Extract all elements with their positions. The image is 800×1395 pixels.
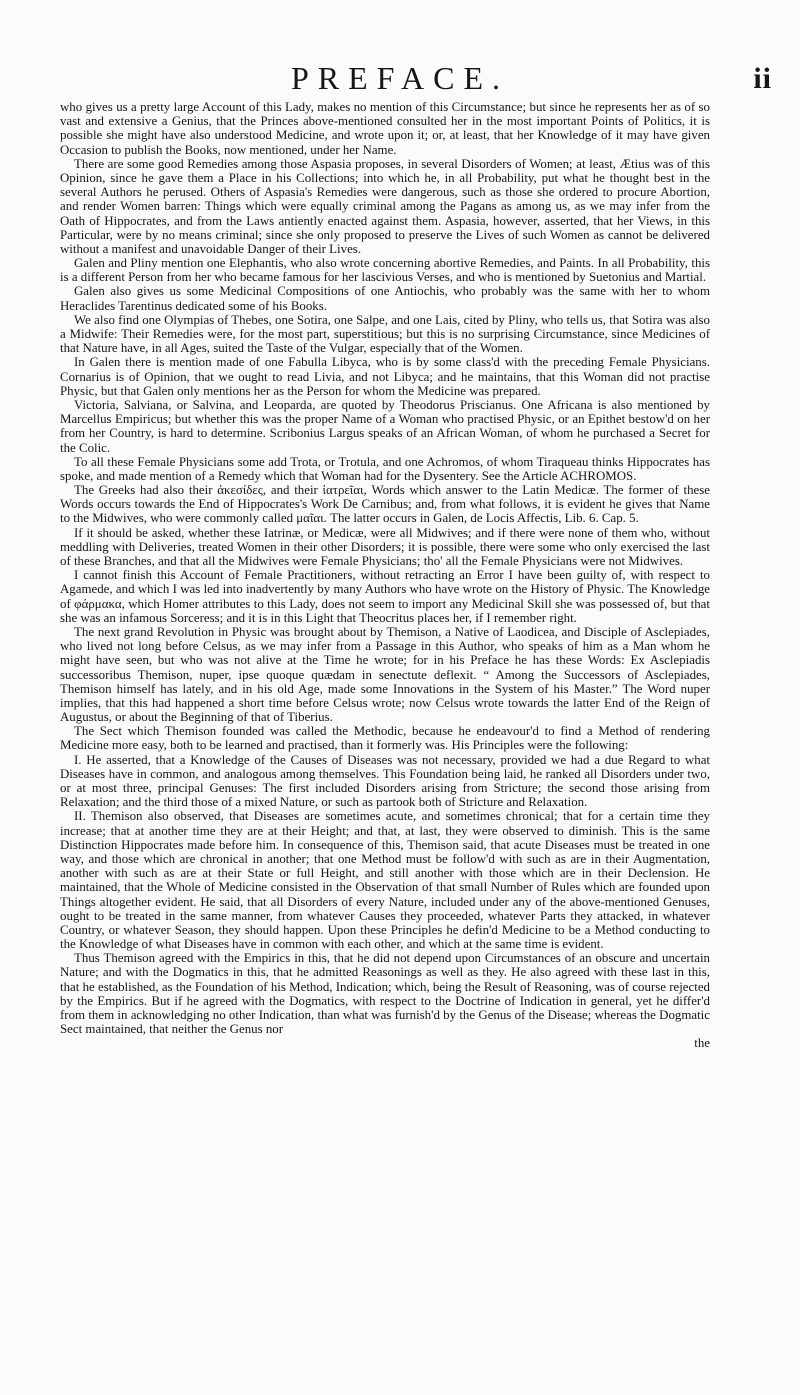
paragraph: II. Themison also observed, that Diseases are sometimes acute, and sometimes chronical; that for a certain time they increase; that at another time they are at their Height; and that, at last, they were observed to diminish. This is the same Distinction Hippocrates made before him. In consequence of this, Themison said, that acute Diseases must be treated in one way, and those which are chronical in another; that one Method must be follow'd with such as are in their Augmentation, another with such as are at their State or full Height, and still another with those which are in their Declension. He maintained, that the Whole of Medicine consisted in the Observation of that small Number of Rules which are founded upon Things altogether evident. He said, that all Disorders of every Nature, included under any of the above-mentioned Genuses, ought to be treated in the same manner, from whatever Causes they proceeded, whatever Parts they attacked, in whatever Country, or whatever Season, they should happen. Upon these Principles he defin'd Medicine to be a Method conducting to the Knowledge of what Diseases have in common with each other, and which at the same time is evident. xyxy=(60,809,710,952)
paragraph: The Sect which Themison founded was called the Methodic, because he endeavour'd to find a Method of rendering Medicine more easy, both to be learned and practised, than it formerly was. His Principles were the following: xyxy=(60,724,710,753)
paragraph: I. He asserted, that a Knowledge of the Causes of Diseases was not necessary, provided we had a due Regard to what Diseases have in common, and analogous among themselves. This Foundation being laid, he ranked all Disorders under two, or at most three, principal Genuses: The first included Disorders arising from Stricture; the second those arising from Relaxation; and the third those of a mixed Nature, or such as partook both of Stricture and Relaxation. xyxy=(60,752,710,810)
page-number: ii xyxy=(753,62,772,95)
body-text xyxy=(60,100,710,1051)
running-title: PREFACE. xyxy=(290,60,510,96)
paragraph: who gives us a pretty large Account of this Lady, makes no mention of this Circumstance; but since he represents her as of so vast and extensive a Genius, that the Princes above-mentioned consulted her in the most important Points of Politics, it is possible she might have also understood Medicine, and wrote upon it; or, at least, that her Knowledge of it may have given Occasion to publish the Books, now mentioned, under her Name. xyxy=(60,100,710,157)
paragraph: We also find one Olympias of Thebes, one Sotira, one Salpe, and one Lais, cited by Pliny, who tells us, that Sotira was also a Midwife: Their Remedies were, for the most part, superstitious; but this is no surprising Circumstance, since Medicines of that Nature have, in all Ages, suited the Taste of the Vulgar, especially that of the Women. xyxy=(60,312,710,356)
paragraph: To all these Female Physicians some add Trota, or Trotula, and one Achromos, of whom Tiraqueau thinks Hippocrates has spoke, and made mention of a Remedy which that Woman had for the Dysentery. See the Article ACHROMOS. xyxy=(60,454,710,483)
paragraph: The next grand Revolution in Physic was brought about by Themison, a Native of Laodicea, and Disciple of Asclepiades, who lived not long before Celsus, as we may infer from a Passage in this Author, who speaks of him as a Man whom he might have seen, but who was not alive at the Time he wrote; for in his Preface he has these Words: Ex Asclepiadis successoribus Themison, nuper, ipse quoque quædam in senectute deflexit. “ Among the Successors of Asclepiades, Themison himself has lately, and in his old Age, made some Innovations in the System of his Master.” The Word nuper implies, that this had happened a short time before Celsus wrote; now Celsus wrote towards the latter End of the Reign of Augustus, or about the Beginning of that of Tiberius. xyxy=(60,624,710,725)
paragraph: Galen and Pliny mention one Elephantis, who also wrote concerning abortive Remedies, and Paints. In all Probability, this is a different Person from her who became famous for her lascivious Verses, and who is mentioned by Suetonius and Martial. xyxy=(60,256,710,285)
paragraph: Victoria, Salviana, or Salvina, and Leoparda, are quoted by Theodorus Priscianus. One Africana is also mentioned by Marcellus Empiricus; but whether this was the proper Name of a Woman who practised Physic, or an Epithet bestow'd on her from her Country, is hard to determine. Scribonius Largus speaks of an African Woman, of whom he purchased a Secret for the Colic. xyxy=(60,397,710,455)
paragraph: I cannot finish this Account of Female Practitioners, without retracting an Error I have been guilty of, with respect to Agamede, and which I was led into inadvertently by many Authors who have wrote on the History of Physic. The Knowledge of φάρμακα, which Homer attributes to this Lady, does not seem to import any Medicinal Skill she was possessed of, but that she was an infamous Sorceress; and it is in this Light that Theocritus places her, if I remember right. xyxy=(60,568,710,625)
page-header xyxy=(0,60,800,100)
catchword: the xyxy=(694,1036,710,1051)
paragraph: There are some good Remedies among those Aspasia proposes, in several Disorders of Women; at least, Ætius was of this Opinion, since he gave them a Place in his Collections; into which he, in all Probability, put what he thought best in the several Authors he perused. Others of Aspasia's Remedies were dangerous, such as those she ordered to procure Abortion, and render Women barren: Things which were equally criminal among the Pagans as among us, as we may infer from the Oath of Hippocrates, and from the Laws antiently enacted against them. Aspasia, however, asserted, that her Views, in this Particular, were by no means criminal; since she only proposed to preserve the Lives of such Women as cannot be delivered without a manifest and unavoidable Danger of their Lives. xyxy=(60,156,710,256)
paragraph: In Galen there is mention made of one Fabulla Libyca, who is by some class'd with the preceding Female Physicians. Cornarius is of Opinion, that we ought to read Livia, and not Libyca; and he maintains, that this Woman did not practise Physic, but that Galen only mentions her as the Person for whom the Medicine was prepared. xyxy=(60,355,710,398)
paragraph: Thus Themison agreed with the Empirics in this, that he did not depend upon Circumstances of an obscure and uncertain Nature; and with the Dogmatics in this, that he admitted Reasonings as well as they. He also agreed with these last in this, that he established, as the Foundation of his Method, Indication; which, being the Result of Reasoning, was of course rejected by the Empirics. But if he agreed with the Dogmatics, with respect to the Doctrine of Indication in general, yet he differ'd from them in acknowledging no other Indication, than what was furnish'd by the Genus of the Disease; whereas the Dogmatic Sect maintained, that neither the Genus nor xyxy=(60,951,710,1037)
paragraph: The Greeks had also their ἀκεσίδες, and their ἰατρεῖαι, Words which answer to the Latin Medicæ. The former of these Words occurs towards the End of Hippocrates's Work De Carnibus; and, from what follows, it is evident he gives that Name to the Midwives, who were commonly called μαῖαι. The latter occurs in Galen, de Locis Affectis, Lib. 6. Cap. 5. xyxy=(60,483,710,526)
paragraph: If it should be asked, whether these Iatrinæ, or Medicæ, were all Midwives; and if there were none of them who, without meddling with Deliveries, treated Women in their other Disorders; it is possible, there were some who only exercised the last of these Branches, and that all the Midwives were Female Physicians; tho' all the Female Physicians were not Midwives. xyxy=(60,525,710,568)
paragraph: Galen also gives us some Medicinal Compositions of one Antiochis, who probably was the same with her to whom Heraclides Tarentinus dedicated some of his Books. xyxy=(60,284,710,313)
